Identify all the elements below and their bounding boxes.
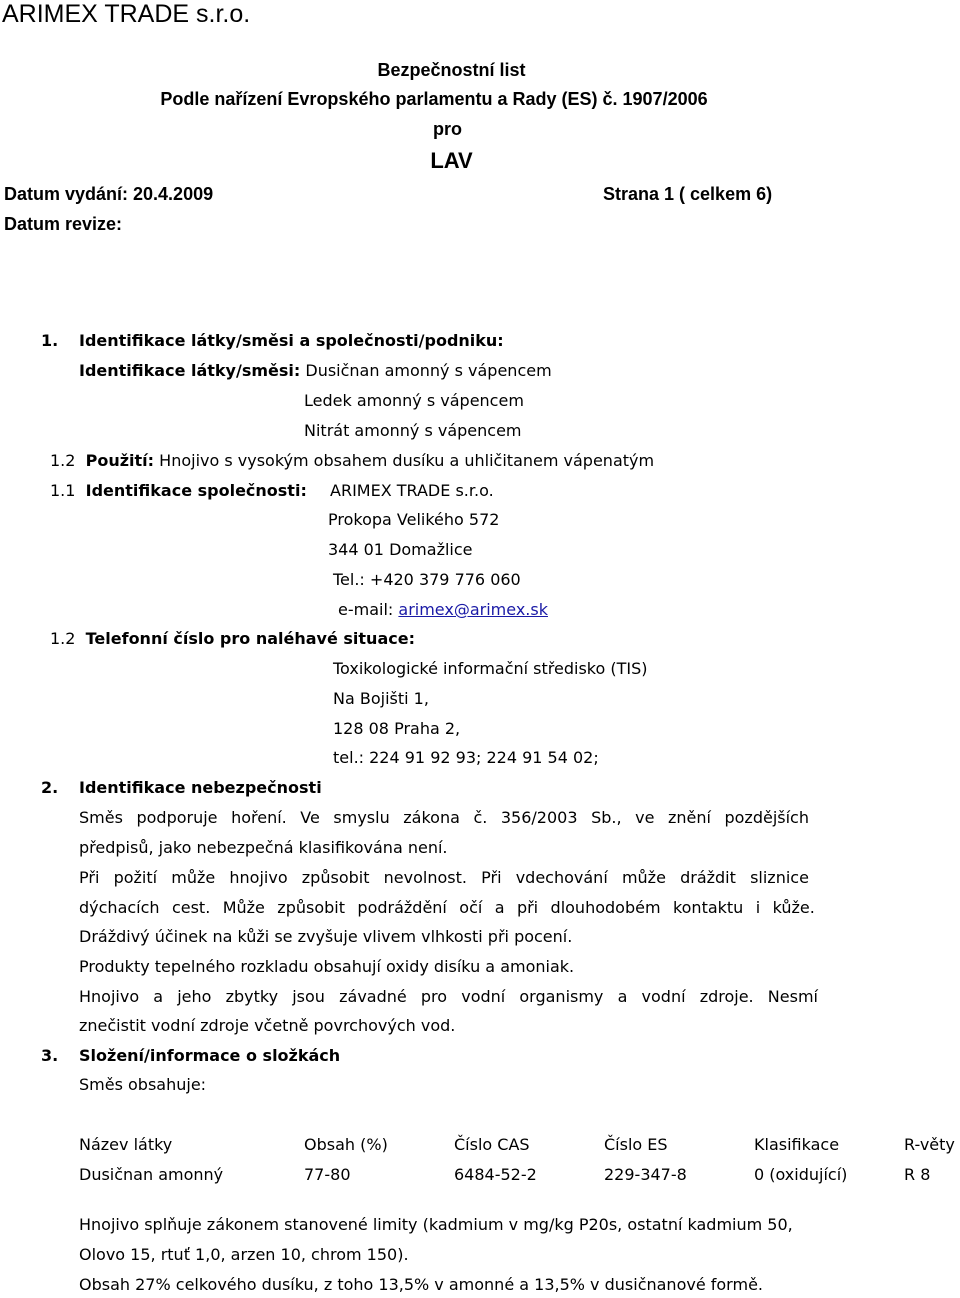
table-cell-r-phrases: R 8 <box>904 1165 931 1184</box>
word: znění <box>667 808 711 827</box>
word: podráždění <box>357 898 447 917</box>
word: sliznice <box>750 868 809 887</box>
word: Může <box>222 898 265 917</box>
company-header: ARIMEX TRADE s.r.o. <box>2 0 251 28</box>
word: Při <box>481 868 502 887</box>
company-phone: Tel.: +420 379 776 060 <box>333 570 521 589</box>
word: č. <box>473 808 488 827</box>
section-3-heading: Složení/informace o složkách <box>79 1046 341 1065</box>
emergency-phone: tel.: 224 91 92 93; 224 91 54 02; <box>333 748 599 767</box>
page-info: Strana 1 ( celkem 6) <box>603 184 773 204</box>
table-header-name: Název látky <box>79 1135 173 1154</box>
substance-identification-label: Identifikace látky/směsi: <box>79 361 301 380</box>
word: jsou <box>292 987 325 1006</box>
section-3-number: 3. <box>41 1046 59 1065</box>
word: podporuje <box>136 808 218 827</box>
company-label: Identifikace společnosti: <box>85 481 307 500</box>
company-email-line <box>338 602 548 618</box>
word: pozdějších <box>724 808 809 827</box>
table-header-r-phrases: R-věty <box>904 1135 955 1154</box>
word: a <box>494 898 505 917</box>
substance-name-2: Ledek amonný s vápencem <box>304 391 524 410</box>
word: nevolnost. <box>383 868 467 887</box>
use-label: Použití: <box>85 451 155 470</box>
hazard-paragraph-3: Dráždivý účinek na kůži se zvyšuje vlivem vlhkosti při pocení. <box>79 927 573 946</box>
use-line <box>50 453 654 469</box>
hazard-paragraph-5-line-1 <box>79 989 818 1005</box>
word: Hnojivo <box>79 987 140 1006</box>
section-1-heading: Identifikace látky/směsi a společnosti/podniku: <box>79 331 504 350</box>
composition-intro: Směs obsahuje: <box>79 1075 207 1094</box>
product-name: LAV <box>430 148 473 173</box>
hazard-paragraph-1-line-2: předpisů, jako nebezpečná klasifikována není. <box>79 838 448 857</box>
table-cell-content: 77-80 <box>304 1165 351 1184</box>
emergency-city: 128 08 Praha 2, <box>333 719 461 738</box>
word: Ve <box>300 808 320 827</box>
word: zdroje. <box>699 987 754 1006</box>
company-name: ARIMEX TRADE s.r.o. <box>330 481 494 500</box>
emergency-center: Toxikologické informační středisko (TIS) <box>333 659 648 678</box>
substance-name-1: Dusičnan amonný s vápencem <box>305 361 552 380</box>
word: vodní <box>461 987 506 1006</box>
word: očí <box>459 898 483 917</box>
use-number: 1.2 <box>50 451 76 470</box>
word: i <box>755 898 761 917</box>
table-header-content: Obsah (%) <box>304 1135 388 1154</box>
word: hnojivo <box>229 868 288 887</box>
word: požití <box>113 868 158 887</box>
email-link[interactable]: arimex@arimex.sk <box>398 600 548 619</box>
word: hoření. <box>231 808 287 827</box>
substance-identification <box>79 363 552 379</box>
word: zbytky <box>225 987 279 1006</box>
limits-line-1: Hnojivo splňuje zákonem stanovené limity (kadmium v mg/kg P20s, ostatní kadmium 50, <box>79 1215 793 1234</box>
word: Sb., <box>591 808 622 827</box>
hazard-paragraph-2-line-2 <box>79 900 815 916</box>
emergency-label: Telefonní číslo pro naléhavé situace: <box>85 629 415 648</box>
word: Při <box>79 868 100 887</box>
word: zákona <box>403 808 460 827</box>
email-label: e-mail: <box>338 600 394 619</box>
word: ve <box>635 808 655 827</box>
word: kůže. <box>772 898 815 917</box>
section-2-number: 2. <box>41 778 59 797</box>
word: může <box>621 868 666 887</box>
word: může <box>171 868 216 887</box>
use-value: Hnojivo s vysokým obsahem dusíku a uhličitanem vápenatým <box>159 451 655 470</box>
table-header-cas: Číslo CAS <box>454 1135 530 1154</box>
table-header-es: Číslo ES <box>604 1135 668 1154</box>
revision-date: Datum revize: <box>4 214 123 234</box>
word: při <box>516 898 539 917</box>
nitrogen-content: Obsah 27% celkového dusíku, z toho 13,5% v amonné a 13,5% v dusičnanové formě. <box>79 1275 763 1294</box>
regulation-reference: Podle nařízení Evropského parlamentu a Rady (ES) č. 1907/2006 <box>160 89 708 109</box>
hazard-paragraph-2-line-1 <box>79 870 809 886</box>
table-cell-name: Dusičnan amonný <box>79 1165 224 1184</box>
word: způsobit <box>301 868 370 887</box>
word: způsobit <box>277 898 345 917</box>
hazard-paragraph-1-line-1 <box>79 810 809 826</box>
word: vodní <box>641 987 686 1006</box>
word: závadné <box>339 987 407 1006</box>
word: pro <box>420 987 448 1006</box>
word: a <box>153 987 164 1006</box>
table-cell-classification: 0 (oxidující) <box>754 1165 848 1184</box>
word: kontaktu <box>672 898 744 917</box>
word: smyslu <box>333 808 390 827</box>
document-title: Bezpečnostní list <box>377 60 526 80</box>
hazard-paragraph-5-line-2: znečistit vodní zdroje včetně povrchových vod. <box>79 1016 456 1035</box>
word: Nesmí <box>767 987 818 1006</box>
word: jeho <box>177 987 212 1006</box>
company-street: Prokopa Velikého 572 <box>328 510 500 529</box>
word: cest. <box>171 898 211 917</box>
hazard-paragraph-4: Produkty tepelného rozkladu obsahují oxidy disíku a amoniak. <box>79 957 575 976</box>
company-number: 1.1 <box>50 481 76 500</box>
limits-line-2: Olovo 15, rtuť 1,0, arzen 10, chrom 150). <box>79 1245 409 1264</box>
word: organismy <box>519 987 604 1006</box>
title-pro: pro <box>433 119 462 139</box>
word: Směs <box>79 808 123 827</box>
issue-date: Datum vydání: 20.4.2009 <box>4 184 214 204</box>
table-cell-es: 229-347-8 <box>604 1165 687 1184</box>
section-2-heading: Identifikace nebezpečnosti <box>79 778 322 797</box>
substance-name-3: Nitrát amonný s vápencem <box>304 421 522 440</box>
word: a <box>617 987 628 1006</box>
emergency-number: 1.2 <box>50 629 76 648</box>
company-city: 344 01 Domažlice <box>328 540 473 559</box>
company-identification-line <box>50 483 307 499</box>
word: dýchacích <box>79 898 160 917</box>
section-1-number: 1. <box>41 331 59 350</box>
table-cell-cas: 6484-52-2 <box>454 1165 537 1184</box>
emergency-street: Na Bojišti 1, <box>333 689 429 708</box>
word: vdechování <box>515 868 608 887</box>
word: dlouhodobém <box>550 898 661 917</box>
table-header-classification: Klasifikace <box>754 1135 840 1154</box>
emergency-line <box>50 631 415 647</box>
word: 356/2003 <box>500 808 578 827</box>
word: dráždit <box>680 868 736 887</box>
